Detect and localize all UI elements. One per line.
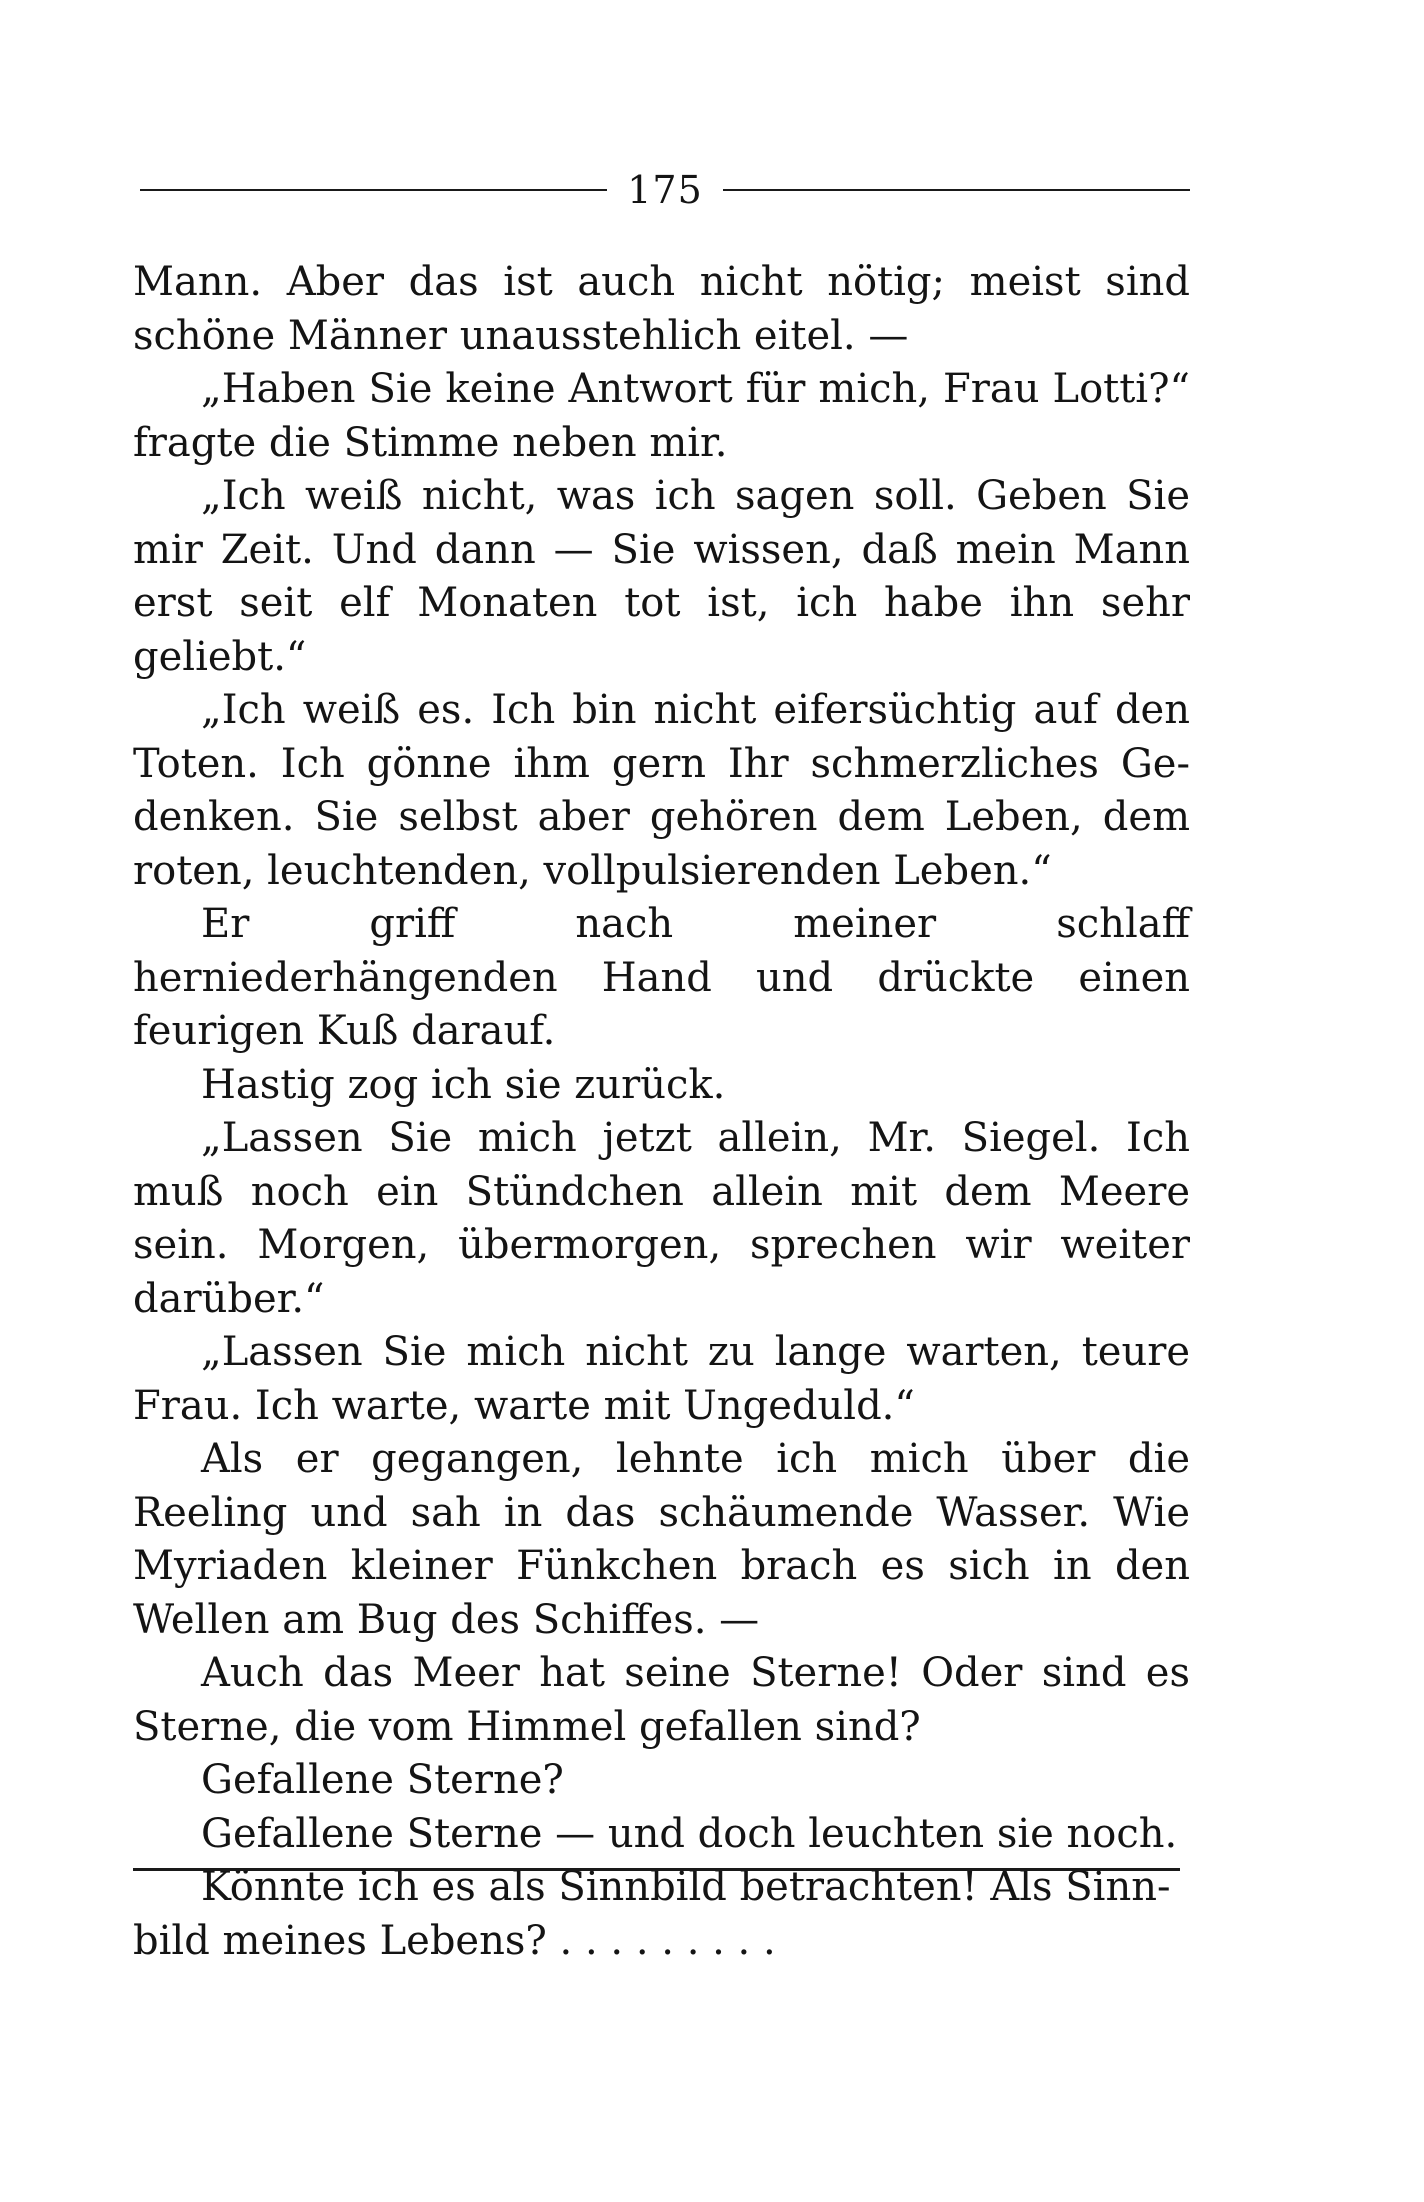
- footer-rule: [133, 1868, 1180, 1871]
- page-number: 175: [627, 168, 703, 212]
- paragraph: Könnte ich es als Sinnbild betrachten! Als Sinnbild meines Lebens? . . . . . . . . .: [133, 1864, 1171, 1964]
- paragraph: Er griff nach meiner schlaff herniederhängenden Hand und drückte einen feurigen Kuß darauf.: [133, 901, 1190, 1054]
- paragraph: Als er gegangen, lehnte ich mich über die Reeling und sah in das schäumende Wasser. Wie Myriaden kleiner Fünkchen brach es sich in den Wellen am Bug des Schiffes. —: [133, 1436, 1190, 1643]
- page-header: [140, 166, 1190, 214]
- body-text: [133, 256, 1190, 1968]
- paragraph: Gefallene Sterne?: [201, 1757, 564, 1803]
- paragraph: „Lassen Sie mich jetzt allein, Mr. Siegel. Ich muß noch ein Stündchen allein mit dem Meere sein. Morgen, übermorgen, sprechen wir weiter darüber.“: [133, 1115, 1190, 1322]
- paragraph: Auch das Meer hat seine Sterne! Oder sind es Sterne, die vom Himmel gefallen sind?: [133, 1650, 1190, 1750]
- paragraph: Gefallene Sterne — und doch leuchten sie noch.: [201, 1810, 1178, 1857]
- paragraph: „Ich weiß nicht, was ich sagen soll. Geben Sie mir Zeit. Und dann — Sie wissen, daß mein Mann erst seit elf Monaten tot ist, ich habe ihn sehr geliebt.“: [133, 473, 1190, 680]
- header-rule-right: [723, 189, 1190, 191]
- paragraph: Mann. Aber das ist auch nicht nötig; meist sind schöne Männer unausstehlich eitel. —: [133, 259, 1190, 359]
- paragraph: „Ich weiß es. Ich bin nicht eifersüchtig auf den Toten. Ich gönne ihm gern Ihr schmerzliches Gedenken. Sie selbst aber gehören dem Leben, dem roten, leuchtenden, vollpulsierenden Leben.“: [133, 687, 1190, 894]
- paragraph: „Haben Sie keine Antwort für mich, Frau Lotti?“ fragte die Stimme neben mir.: [133, 366, 1190, 466]
- header-rule-left: [140, 189, 607, 191]
- paragraph: Hastig zog ich sie zurück.: [201, 1061, 726, 1108]
- paragraph: „Lassen Sie mich nicht zu lange warten, teure Frau. Ich warte, warte mit Ungeduld.“: [133, 1329, 1190, 1429]
